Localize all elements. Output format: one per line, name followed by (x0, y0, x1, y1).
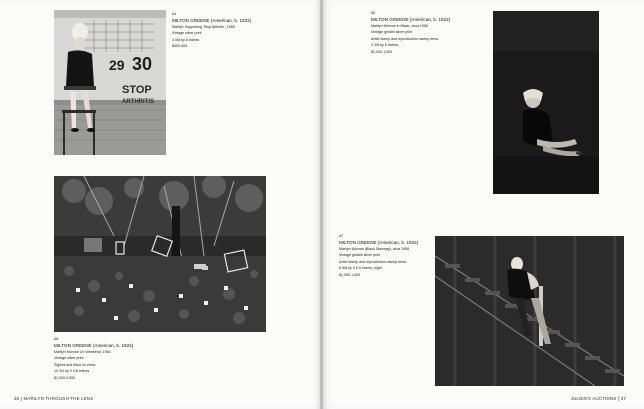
photo-a4-stop-arthritis[interactable] (54, 10, 166, 155)
caption-estimate: $1,000-1,500 (339, 272, 361, 277)
caption-title: Marilyn Monroe in Black, circa 1956 (371, 23, 428, 28)
caption-estimate: $1,500-2,500 (54, 375, 76, 380)
poster-text-arthritis: ARTHRITIS (122, 99, 154, 105)
photo-a6-on-weekend[interactable] (54, 176, 266, 332)
caption-title: Marilyn Monroe On Weekend, 1954 (54, 349, 111, 354)
caption-inscription: Signed and titled on verso (54, 362, 96, 367)
caption-dimensions: 10 3/4 by 9 1/8 inches (54, 369, 90, 374)
caption-estimate: $1,000-1,500 (371, 49, 393, 54)
footer-left: 36 | MARILYN THROUGH THE LENS (14, 396, 94, 401)
lot-number: A7 (339, 234, 344, 238)
caption-dimensions: 4 3/8 by 6 inches (371, 43, 399, 48)
artist-name: MILTON GREENE (American, b. 1922) (371, 16, 451, 22)
footer-right: JULIEN'S AUCTIONS | 37 (570, 396, 626, 401)
lot-number: A4 (172, 12, 177, 16)
lot-number: A5 (371, 11, 376, 15)
caption-medium: Vintage silver print (54, 356, 84, 361)
caption-dimensions: 6 5/8 by 9 1/4 inches, eight (339, 266, 382, 271)
poster-digit-29: 29 (109, 57, 125, 73)
artist-name: MILTON GREENE (American, b. 1922) (172, 17, 252, 23)
photo-a5-in-black[interactable] (493, 11, 599, 194)
artist-name: MILTON GREENE (American, b. 1922) (54, 342, 134, 348)
caption-dimensions: 4 5/8 by 8 inches (172, 37, 200, 42)
caption-stamp: Artist stamp and reproduction stamp verso (371, 36, 439, 41)
caption-title: Marilyn Monroe (Black Stairway), circa 1956 (339, 246, 410, 251)
left-page (0, 0, 321, 409)
lot-number: A6 (54, 337, 59, 341)
caption-a5 (371, 10, 491, 56)
poster-digit-30: 30 (132, 54, 153, 74)
photo-a7-black-stairway[interactable] (435, 236, 624, 386)
caption-stamp: Artist stamp and reproduction stamp verso (339, 259, 407, 264)
caption-estimate: $400-600 (172, 44, 188, 49)
caption-medium: Vintage gelatin silver print (339, 253, 381, 258)
caption-medium: Vintage silver print (172, 31, 202, 36)
caption-medium: Vintage gelatin silver print (371, 30, 413, 35)
poster-text-stop: STOP (122, 84, 152, 96)
caption-title: Marilyn Supporting 'Stop Arthritis', 1955 (172, 24, 235, 29)
artist-name: MILTON GREENE (American, b. 1922) (339, 239, 419, 245)
right-page (323, 0, 644, 409)
caption-a6 (54, 336, 254, 382)
caption-a4 (172, 11, 297, 50)
caption-a7 (339, 233, 439, 279)
